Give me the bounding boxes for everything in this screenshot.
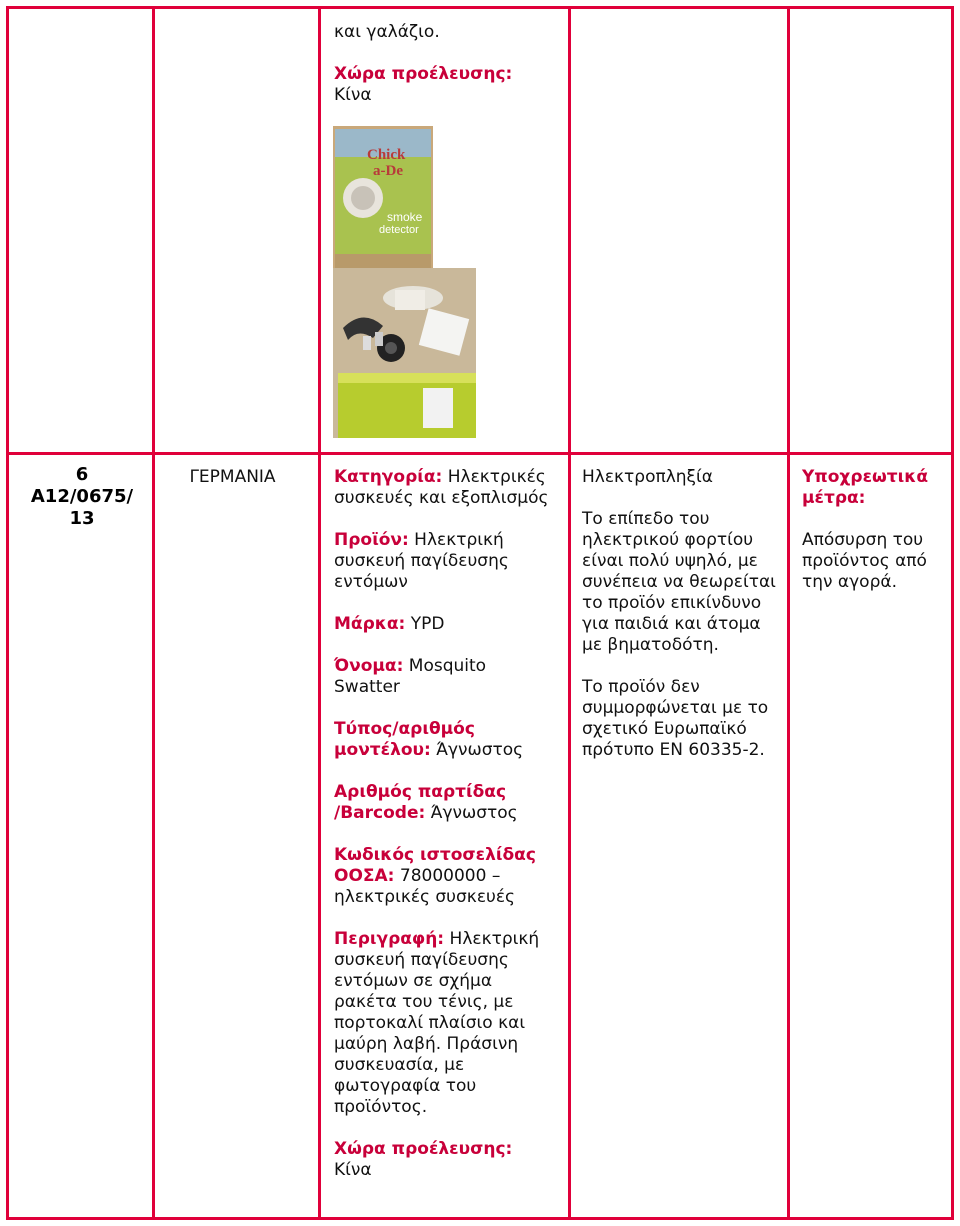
brand	[334, 614, 559, 635]
product-box-photo	[333, 126, 433, 268]
description-value: Ηλεκτρική συσκευή παγίδευσης εντόμων σε σχήμα ρακέτα του τένις, με πορτοκαλί πλαίσιο και μαύρη λαβή. Πράσινη συσκευασία, με φωτογραφία του προϊόντος.	[334, 929, 540, 1117]
column-divider	[787, 9, 790, 1217]
oecd-label: Κωδικός ιστοσελίδας ΟΟΣΑ:	[334, 845, 536, 886]
category	[334, 467, 559, 509]
svg-text:a-De: a-De	[373, 163, 403, 179]
measures-cell	[802, 467, 947, 614]
model	[334, 719, 534, 761]
prev-origin-value: Κίνα	[334, 85, 372, 105]
reference-number-line1: A12/0675/	[30, 486, 134, 507]
risk-type: Ηλεκτροπληξία	[582, 467, 713, 487]
brand-label: Μάρκα:	[334, 614, 406, 634]
svg-text:Chick: Chick	[367, 147, 406, 163]
row-number: 6	[75, 464, 89, 485]
column-divider	[318, 9, 321, 1217]
description	[334, 929, 549, 1118]
model-value: Άγνωστος	[436, 740, 524, 760]
prev-row-description-cell	[334, 22, 559, 106]
row-number-cell	[12, 464, 152, 530]
oecd-value: 78000000 – ηλεκτρικές συσκευές	[334, 866, 516, 907]
name-value: Mosquito Swatter	[334, 656, 487, 697]
risk-compliance: Το προϊόν δεν συμμορφώνεται με το σχετικό Ευρωπαϊκό πρότυπο EN 60335-2.	[582, 677, 769, 760]
product-contents-image	[333, 268, 476, 438]
measures-label: Υποχρεωτικά μέτρα:	[802, 467, 929, 508]
origin-label: Χώρα προέλευσης:	[334, 1139, 513, 1159]
svg-text:detector: detector	[379, 224, 419, 236]
prev-description-end: και γαλάζιο.	[334, 22, 440, 42]
prev-origin	[334, 64, 559, 106]
oecd-code	[334, 845, 539, 908]
product-label: Προϊόν:	[334, 530, 409, 550]
risk-cell	[582, 467, 782, 782]
notifying-country: ΓΕΡΜΑΝΙΑ	[189, 467, 276, 487]
product-box-image	[333, 126, 433, 268]
risk-description: Το επίπεδο του ηλεκτρικού φορτίου είναι πολύ υψηλό, με συνέπεια να θεωρείται το προϊόν επικίνδυνο για παιδιά και άτομα με βηματοδότη.	[582, 509, 776, 655]
origin	[334, 1139, 559, 1181]
category-label: Κατηγορία:	[334, 467, 443, 487]
notifying-country-cell	[160, 467, 305, 488]
column-divider	[568, 9, 571, 1217]
column-divider	[152, 9, 155, 1217]
name-label: Όνομα:	[334, 656, 404, 676]
product	[334, 530, 559, 593]
product-details-cell	[334, 467, 559, 1181]
product-name	[334, 656, 509, 698]
product-value: Ηλεκτρική συσκευή παγίδευσης εντόμων	[334, 530, 509, 592]
model-label: Τύπος/αριθμός μοντέλου:	[334, 719, 475, 760]
batch-value: Άγνωστος	[430, 803, 518, 823]
row-divider	[9, 452, 951, 455]
prev-origin-label: Χώρα προέλευσης:	[334, 64, 513, 84]
brand-value: YPD	[410, 614, 445, 634]
batch-label: Αριθμός παρτίδας /Barcode:	[334, 782, 507, 823]
origin-value: Κίνα	[334, 1160, 372, 1180]
description-label: Περιγραφή:	[334, 929, 445, 949]
category-value: Ηλεκτρικές συσκευές και εξοπλισμός	[334, 467, 549, 508]
reference-number-line2: 13	[69, 508, 95, 529]
batch-barcode	[334, 782, 519, 824]
svg-text:smoke: smoke	[387, 210, 423, 224]
product-contents-photo	[333, 268, 476, 438]
measures-value: Απόσυρση του προϊόντος από την αγορά.	[802, 530, 927, 592]
